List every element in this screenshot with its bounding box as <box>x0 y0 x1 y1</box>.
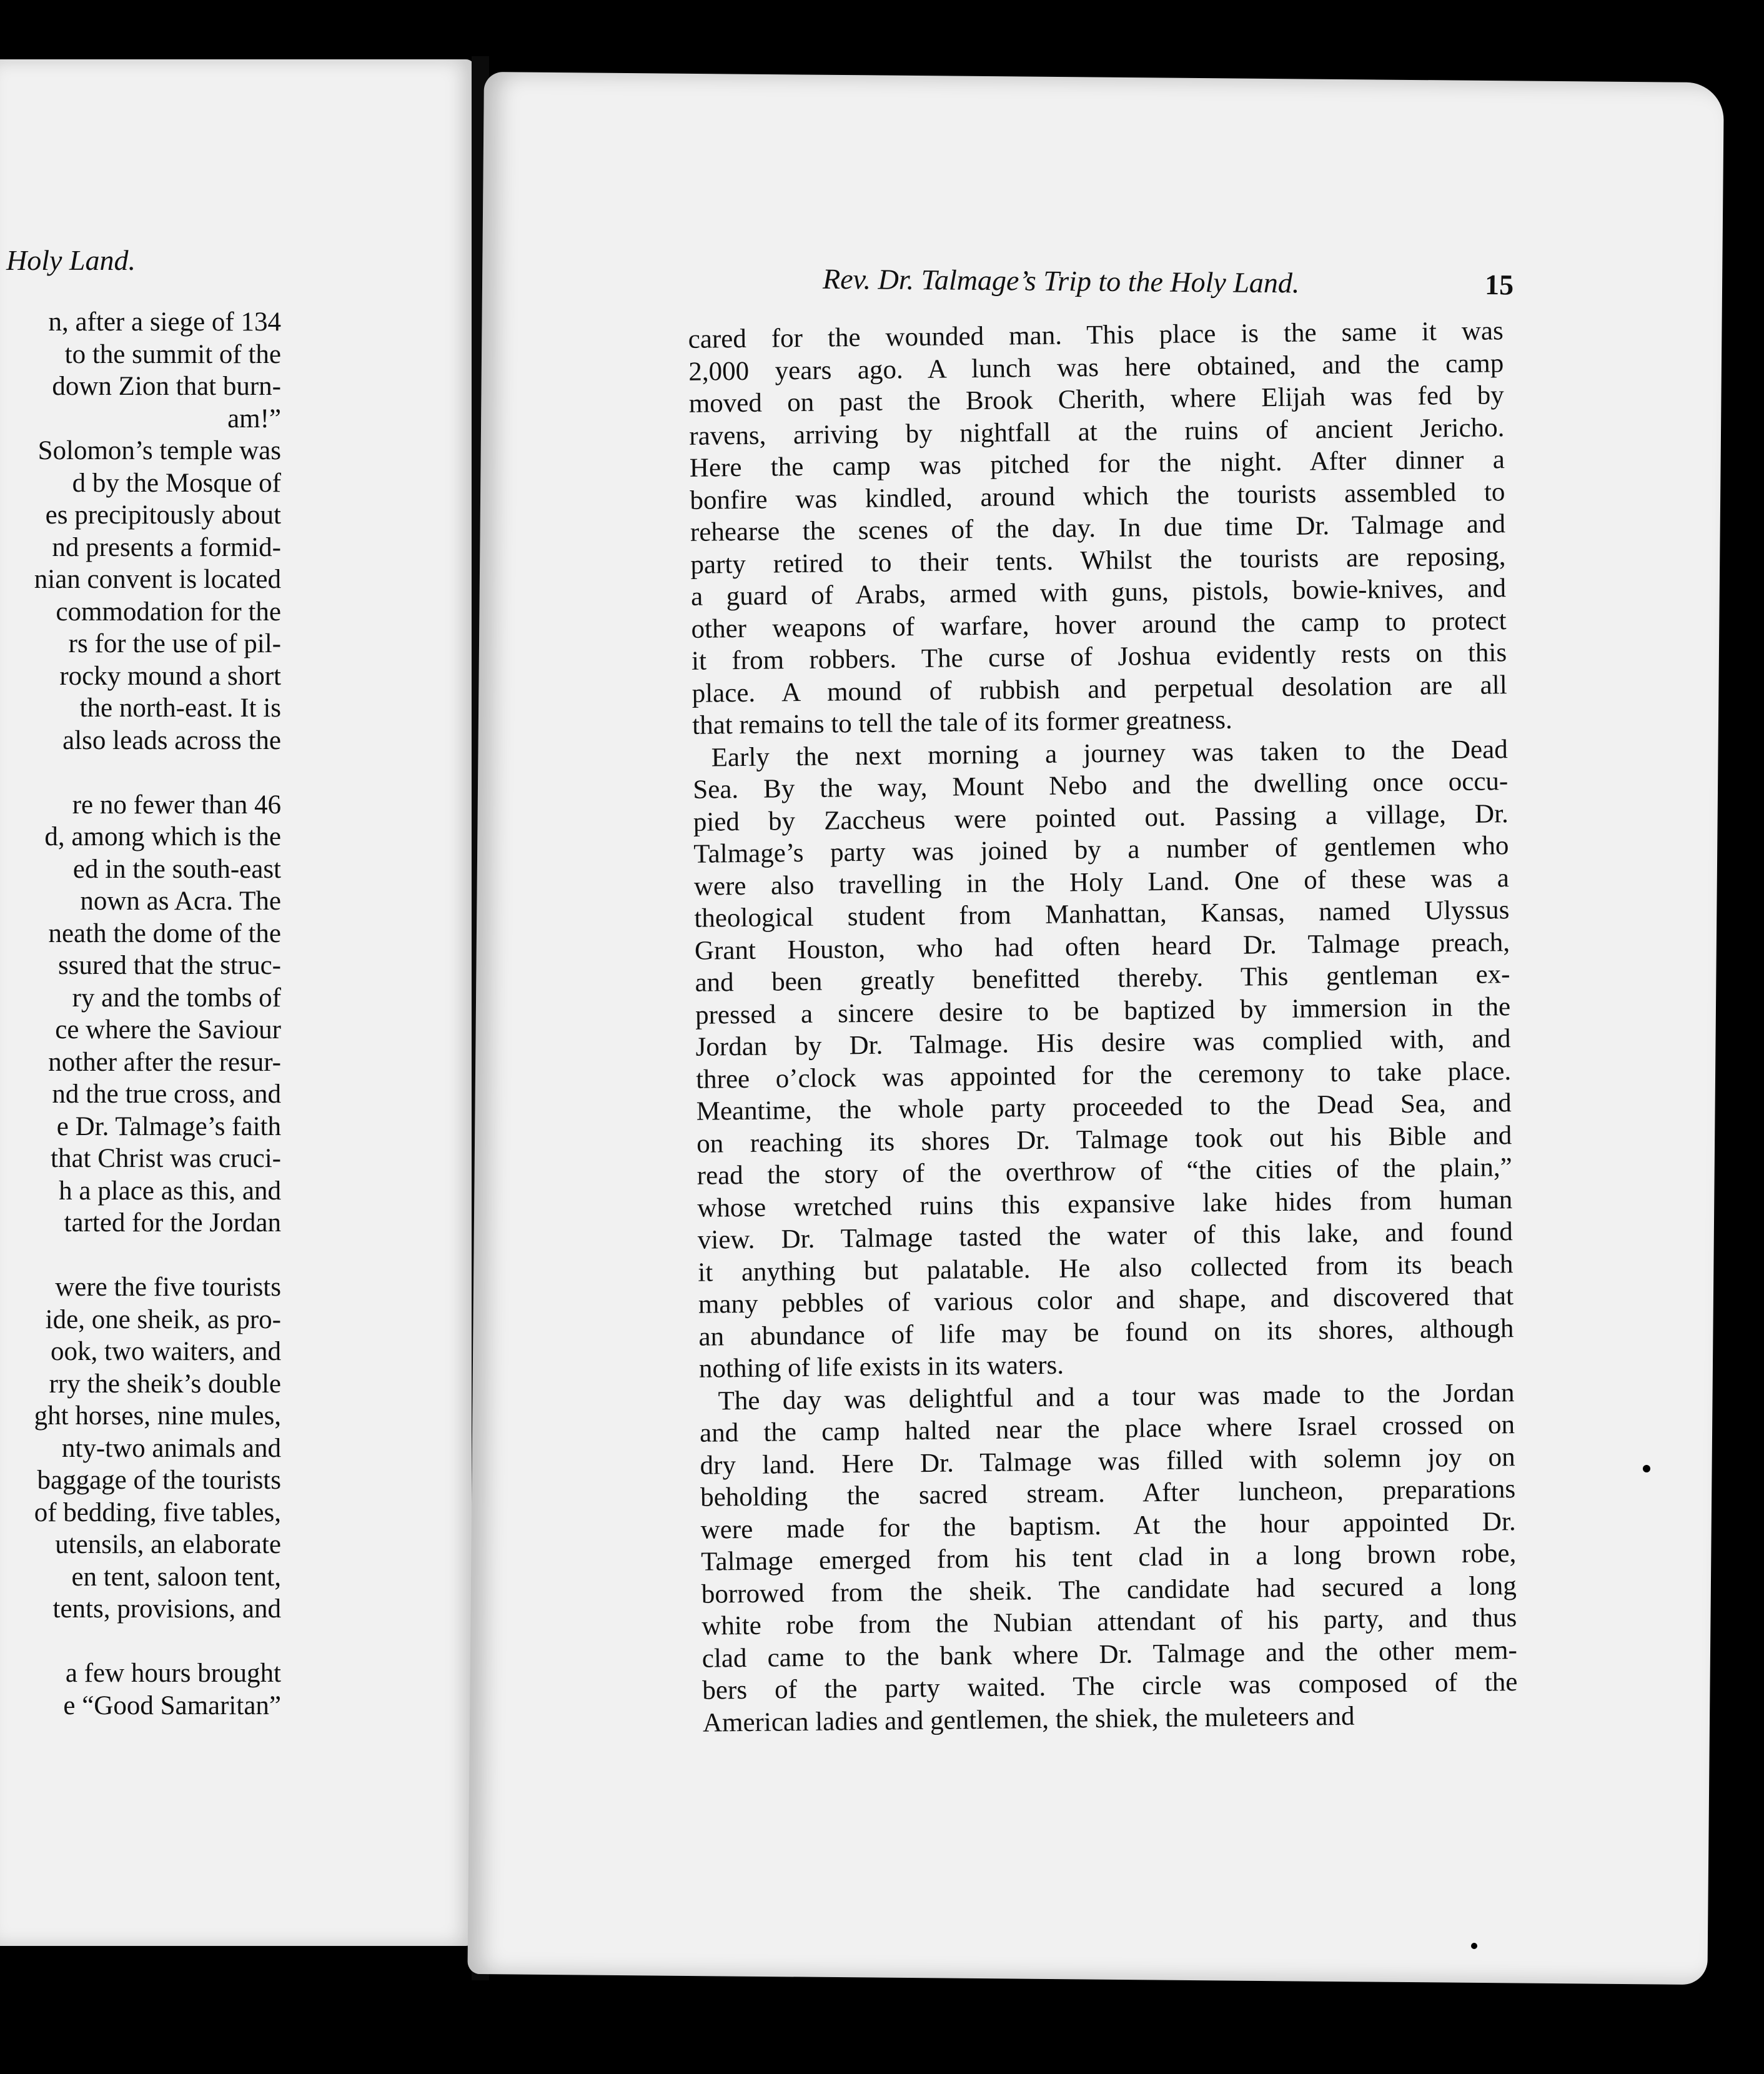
text-line: nd the true cross, and <box>52 1079 281 1109</box>
text-line: baggage of the tourists <box>37 1466 281 1495</box>
text-line: tents, provisions, and <box>52 1594 281 1624</box>
text-line: that Christ was cruci- <box>51 1144 281 1173</box>
text-line: read the story of the overthrow of “the cities of the plain,” <box>696 1153 1512 1191</box>
text-line: Talmage’s party was joined by a number of gentlemen who <box>693 831 1509 869</box>
text-line: bonfire was kindled, around which the tourists assembled to <box>690 477 1505 515</box>
text-line: d, among which is the <box>44 822 281 851</box>
text-line: clad came to the bank where Dr. Talmage and the other mem- <box>701 1635 1518 1674</box>
text-line: a guard of Arabs, armed with guns, pistols, bowie-knives, and <box>690 573 1507 612</box>
page-number: 15 <box>1484 268 1514 301</box>
text-line: and been greatly benefitted thereby. This gentleman ex- <box>695 960 1510 998</box>
right-page <box>467 72 1723 1985</box>
text-line: Here the camp was pitched for the night. After dinner a <box>689 445 1505 483</box>
text-line: beholding the sacred stream. After luncheon, preparations <box>700 1474 1516 1512</box>
paragraph-gap <box>0 757 281 789</box>
text-line: ook, two waiters, and <box>50 1337 281 1366</box>
text-line: am!” <box>227 404 281 434</box>
text-line: were the five tourists <box>55 1273 281 1302</box>
text-line: neath the dome of the <box>48 918 281 948</box>
text-line: tarted for the Jordan <box>64 1208 281 1238</box>
text-line: white robe from the Nubian attendant of his party, and thus <box>701 1603 1517 1641</box>
paragraph-gap <box>0 1625 281 1658</box>
text-line: re no fewer than 46 <box>72 790 281 820</box>
text-line: commodation for the <box>56 597 281 627</box>
text-line: American ladies and gentlemen, the shiek, the muleteers and <box>702 1701 1355 1738</box>
text-line: view. Dr. Talmage tasted the water of this lake, and found <box>697 1217 1514 1255</box>
text-line: to the summit of the <box>64 339 281 369</box>
right-running-head: Rev. Dr. Talmage’s Trip to the Holy Land. <box>822 262 1300 299</box>
text-line: whose wretched ruins this expansive lake hides from human <box>697 1184 1513 1223</box>
text-line: it from robbers. The curse of Joshua evidently rests on this <box>691 638 1507 676</box>
text-line: n, after a siege of 134 <box>48 307 281 337</box>
text-line: Jordan by Dr. Talmage. His desire was complied with, and <box>695 1024 1511 1062</box>
text-line: rehearse the scenes of the day. In due time Dr. Talmage and <box>690 509 1506 547</box>
paragraph-gap <box>0 1239 281 1272</box>
text-line: Sea. By the way, Mount Nebo and the dwelling once occu- <box>693 767 1509 805</box>
text-line: ght horses, nine mules, <box>34 1401 281 1431</box>
left-page <box>0 59 475 1946</box>
dust-speck <box>1471 1943 1477 1949</box>
text-line: Solomon’s temple was <box>37 436 281 465</box>
text-line: Early the next morning a journey was taken to the Dead <box>711 734 1508 773</box>
text-line: nian convent is located <box>34 565 281 594</box>
text-line: ssured that the struc- <box>57 951 281 980</box>
text-line: nd presents a formid- <box>52 532 281 562</box>
text-line: many pebbles of various color and shape, and discovered that <box>698 1281 1514 1319</box>
text-line: d by the Mosque of <box>72 468 281 498</box>
text-line: rocky mound a short <box>59 661 281 691</box>
text-line: a few hours brought <box>65 1659 281 1688</box>
text-line: were made for the baptism. At the hour appointed Dr. <box>700 1506 1516 1545</box>
text-line: also leads across the <box>62 725 281 755</box>
text-line: nown as Acra. The <box>80 886 281 916</box>
text-line: borrowed from the sheik. The candidate had secured a long <box>701 1570 1517 1609</box>
text-line: Grant Houston, who had often heard Dr. Talmage preach, <box>694 927 1510 966</box>
text-line: of bedding, five tables, <box>34 1497 281 1527</box>
text-line: Talmage emerged from his tent clad in a long brown robe, <box>701 1539 1517 1577</box>
dust-speck <box>1252 53 1261 62</box>
text-line: theological student from Manhattan, Kansas, named Ulyssus <box>694 895 1510 933</box>
text-line: es precipitously about <box>45 500 281 530</box>
text-line: three o’clock was appointed for the ceremony to take place. <box>695 1056 1512 1094</box>
text-line: party retired to their tents. Whilst the tourists are reposing, <box>690 541 1506 580</box>
text-line: ry and the tombs of <box>72 983 281 1013</box>
right-page-text <box>688 315 1518 1739</box>
text-line: it anything but palatable. He also collected from its beach <box>698 1249 1514 1288</box>
text-line: rry the sheik’s double <box>49 1369 281 1399</box>
text-line: Meantime, the whole party proceeded to the Dead Sea, and <box>696 1088 1512 1126</box>
text-line: pressed a sincere desire to be baptized by immersion in the <box>695 991 1511 1030</box>
text-line: dry land. Here Dr. Talmage was filled with solemn joy on <box>700 1442 1515 1481</box>
text-line: place. A mound of rubbish and perpetual desolation are all <box>691 670 1507 708</box>
text-line: e “Good Samaritan” <box>63 1690 281 1720</box>
left-running-head: Holy Land. <box>6 244 136 276</box>
text-line: ravens, arriving by nightfall at the ruins of ancient Jericho. <box>689 412 1505 451</box>
left-page-text <box>0 306 475 1722</box>
text-line: and the camp halted near the place where Israel crossed on <box>699 1410 1515 1448</box>
text-line: rs for the use of pil- <box>68 629 281 658</box>
text-line: e Dr. Talmage’s faith <box>56 1111 281 1141</box>
text-line: ide, one sheik, as pro- <box>45 1304 281 1334</box>
text-line: an abundance of life may be found on its shores, although <box>698 1313 1514 1352</box>
text-line: 2,000 years ago. A lunch was here obtained, and the camp <box>688 348 1504 387</box>
text-line: the north-east. It is <box>79 693 281 723</box>
text-line: The day was delightful and a tour was made to the Jordan <box>718 1377 1515 1416</box>
text-line: nothing of life exists in its waters. <box>698 1350 1064 1384</box>
dust-speck <box>1643 1465 1650 1472</box>
text-line: en tent, saloon tent, <box>71 1562 281 1592</box>
text-line: h a place as this, and <box>59 1176 281 1206</box>
text-line: nother after the resur- <box>48 1047 281 1077</box>
text-line: on reaching its shores Dr. Talmage took out his Bible and <box>696 1120 1512 1159</box>
text-line: pied by Zaccheus were pointed out. Passing a village, Dr. <box>693 798 1509 837</box>
text-line: cared for the wounded man. This place is the same it was <box>688 316 1504 354</box>
text-line: nty-two animals and <box>61 1433 281 1463</box>
text-line: that remains to tell the tale of its former greatness. <box>691 705 1232 740</box>
text-line: ed in the south-east <box>72 854 281 884</box>
text-line: were also travelling in the Holy Land. One of these was a <box>693 863 1510 901</box>
text-line: utensils, an elaborate <box>55 1530 281 1559</box>
text-line: down Zion that burn- <box>52 372 281 401</box>
text-line: other weapons of warfare, hover around the camp to protect <box>691 605 1507 644</box>
text-line: ce where the Saviour <box>55 1015 281 1044</box>
text-line: moved on past the Brook Cherith, where Elijah was fed by <box>688 380 1505 419</box>
text-line: bers of the party waited. The circle was composed of the <box>702 1667 1518 1705</box>
